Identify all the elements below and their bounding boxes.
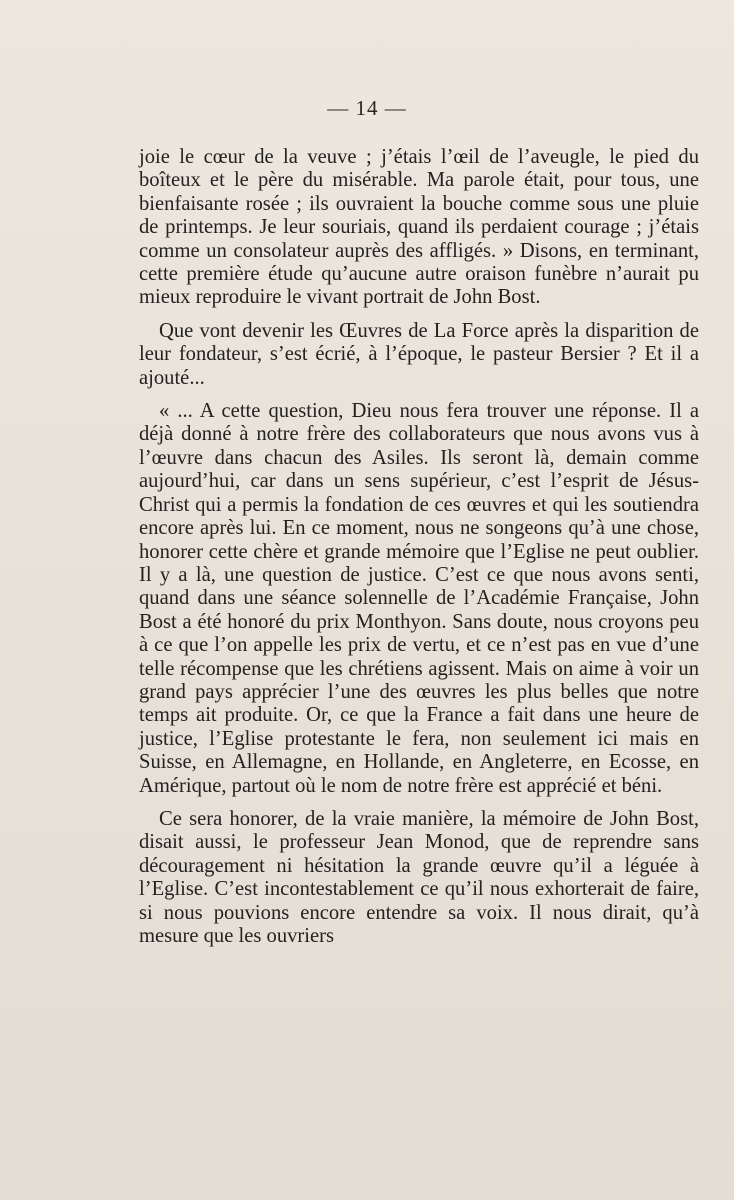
page-number: — 14 — [327, 96, 407, 120]
paragraph-3-quote: « ... A cette question, Dieu nous fera trouver une réponse. Il a déjà donné à notre frère des collaborateurs que nous avons vus à l’œuvre dans chacun des Asiles. Ils seront là, demain comme aujourd’hui, car dans un sens supérieur, c’est l’esprit de Jésus-Christ qui a permis la fondation de ces œuvres et qui les soutiendra encore après lui. En ce moment, nous ne songeons qu’à une chose, honorer cette chère et grande mémoire que l’Eglise ne peut oublier. Il y a là, une question de justice. C’est ce que nous avons senti, quand dans une séance solennelle de l’Académie Française, John Bost a été honoré du prix Monthyon. Sans doute, nous croyons peu à ce que l’on appelle les prix de vertu, et ce n’est pas en vue d’une telle récompense que les chrétiens agissent. Mais on aime à voir un grand pays apprécier l’une des œuvres les plus belles que notre temps ait produite. Or, ce que la France a fait dans une heure de justice, l’Eglise protestante le fera, non seulement ici mais en Suisse, en Allemagne, en Hollande, en Angleterre, en Ecosse, en Amérique, partout où le nom de notre frère est apprécié et béni. [139, 400, 699, 797]
paragraph-4: Ce sera honorer, de la vraie manière, la mémoire de John Bost, disait aussi, le professeur Jean Monod, que de reprendre sans découragement ni hésitation la grande œuvre qu’il a léguée à l’Eglise. C’est incontestablement ce qu’il nous exhorterait de faire, si nous pouvions encore entendre sa voix. Il nous dirait, qu’à mesure que les ouvriers [139, 807, 699, 947]
body-text [139, 146, 699, 958]
paragraph-1: joie le cœur de la veuve ; j’étais l’œil de l’aveugle, le pied du boîteux et le père du misérable. Ma parole était, pour tous, une bienfaisante rosée ; ils ouvraient la bouche comme sous une pluie de printemps. Je leur souriais, quand ils perdaient courage ; j’étais comme un consolateur auprès des affligés. » Disons, en terminant, cette première étude qu’aucune autre oraison funèbre n’aurait pu mieux reproduire le vivant portrait de John Bost. [139, 146, 699, 309]
paragraph-2: Que vont devenir les Œuvres de La Force après la disparition de leur fondateur, s’est écrié, à l’époque, le pasteur Bersier ? Et il a ajouté... [139, 319, 699, 389]
